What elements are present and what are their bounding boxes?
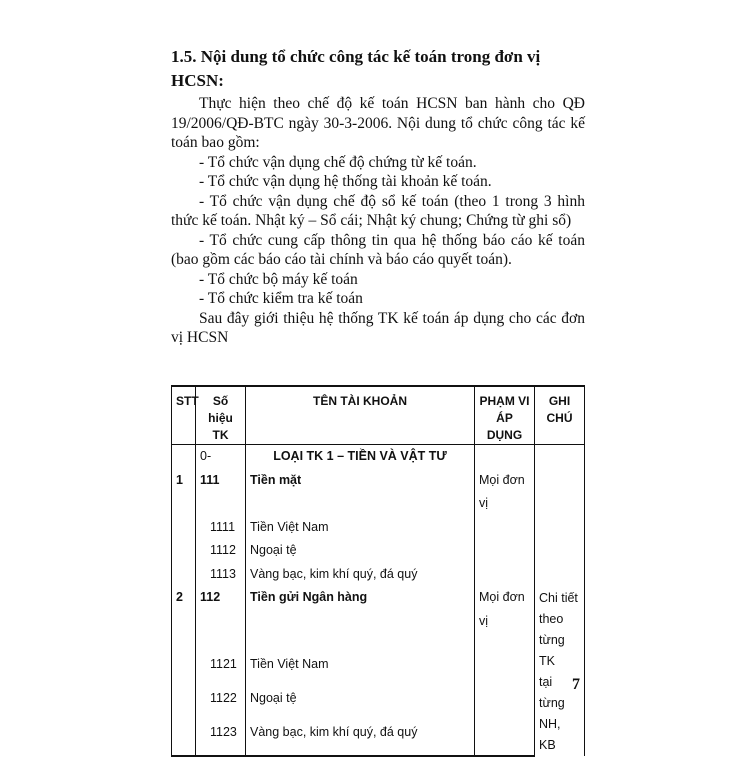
header-note: GHI CHÚ xyxy=(535,386,585,445)
table-row xyxy=(172,721,585,756)
sub-account-name: Ngoại tệ xyxy=(246,687,475,721)
sub-account-code: 1111 xyxy=(196,516,246,540)
table-row xyxy=(172,516,585,540)
sub-account-code: 1121 xyxy=(196,653,246,687)
header-name: TÊN TÀI KHOẢN xyxy=(246,386,475,445)
page-number: 7 xyxy=(572,676,580,693)
sub-account-code: 1112 xyxy=(196,539,246,563)
header-scope: PHẠM VI ÁP DỤNG xyxy=(475,386,535,445)
bullet-item: - Tổ chức kiểm tra kế toán xyxy=(199,290,363,307)
account-note: Chi tiết theo từng TK tại từng NH, KB xyxy=(535,586,585,756)
account-scope: Mọi đơn vị xyxy=(475,586,535,653)
header-stt: STT xyxy=(172,386,196,445)
account-code: 111 xyxy=(196,469,246,516)
table-row xyxy=(172,445,585,469)
intro-paragraph: Thực hiện theo chế độ kế toán HCSN ban hành cho QĐ 19/2006/QĐ-BTC ngày 30-3-2006. Nội dung tổ chức công tác kế toán bao gồm: xyxy=(171,95,585,151)
account-stt: 2 xyxy=(172,586,196,653)
bullet-item: - Tổ chức vận dụng chế độ sổ kế toán (theo 1 trong 3 hình thức kế toán. Nhật ký – Sổ cái; Nhật ký chung; Chứng từ ghi sổ) xyxy=(171,192,585,229)
accounts-table xyxy=(171,385,585,757)
header-code: Số hiệu TK xyxy=(196,386,246,445)
table-header-row xyxy=(172,386,585,445)
table-row xyxy=(172,653,585,687)
sub-account-code: 1123 xyxy=(196,721,246,756)
account-name: Tiền mặt xyxy=(246,469,475,516)
table-row xyxy=(172,687,585,721)
table-row xyxy=(172,469,585,516)
sub-account-name: Vàng bạc, kim khí quý, đá quý xyxy=(246,721,475,756)
body-text xyxy=(171,94,585,348)
bullet-item: - Tổ chức vận dụng hệ thống tài khoản kế toán. xyxy=(199,173,492,190)
account-stt: 1 xyxy=(172,469,196,516)
bullet-item: - Tổ chức bộ máy kế toán xyxy=(199,270,358,288)
sub-account-name: Tiền Việt Nam xyxy=(246,516,475,540)
outro-paragraph: Sau đây giới thiệu hệ thống TK kế toán áp dụng cho các đơn vị HCSN xyxy=(171,309,585,346)
sub-account-name: Tiền Việt Nam xyxy=(246,653,475,687)
bullet-item: - Tổ chức cung cấp thông tin qua hệ thống báo cáo kế toán (bao gồm các báo cáo tài chính và báo cáo quyết toán). xyxy=(171,231,585,268)
sub-account-name: Ngoại tệ xyxy=(246,539,475,563)
table-row xyxy=(172,539,585,563)
category-code: 0- xyxy=(196,445,246,469)
table-row xyxy=(172,586,585,653)
section-heading: 1.5. Nội dung tổ chức công tác kế toán trong đơn vị HCSN: xyxy=(171,47,541,90)
account-scope: Mọi đơn vị xyxy=(475,469,535,516)
sub-account-code: 1122 xyxy=(196,687,246,721)
bullet-item: - Tổ chức vận dụng chế độ chứng từ kế toán. xyxy=(199,153,477,171)
account-name: Tiền gửi Ngân hàng xyxy=(246,586,475,653)
sub-account-code: 1113 xyxy=(196,563,246,587)
account-code: 112 xyxy=(196,586,246,653)
category-name: LOẠI TK 1 – TIỀN VÀ VẬT TƯ xyxy=(246,445,475,469)
sub-account-name: Vàng bạc, kim khí quý, đá quý xyxy=(246,563,475,587)
table-row xyxy=(172,563,585,587)
